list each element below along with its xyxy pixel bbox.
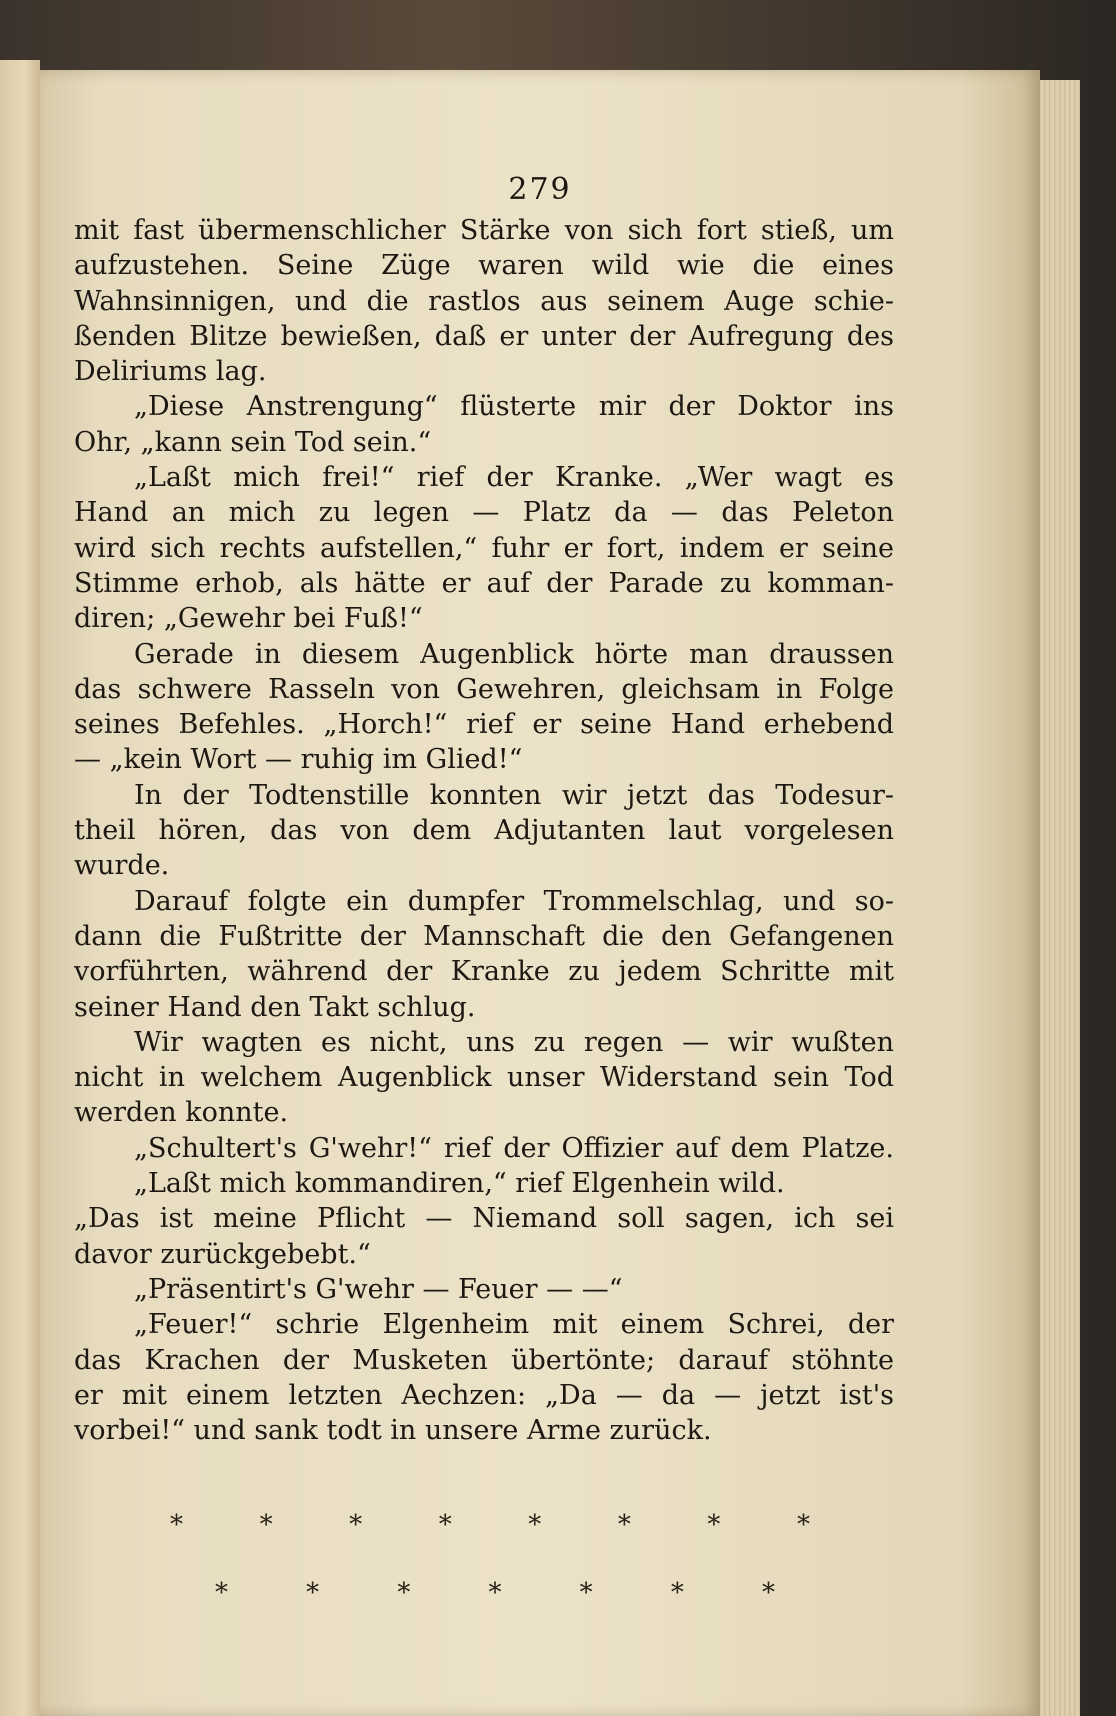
text-line: davor zurückgebebt.“ (74, 1238, 371, 1270)
text-line: Stimme erhob, als hätte er auf der Parade zu komman- (74, 567, 894, 599)
text-line: vorbei!“ und sank todt in unsere Arme zurück. (74, 1415, 712, 1447)
text-line: „Feuer!“ schrie Elgenheim mit einem Schrei, der (134, 1309, 894, 1341)
page-stack-edge (1040, 80, 1080, 1716)
body-text (74, 213, 894, 1448)
text-line: Wahnsinnigen, und die rastlos aus seinem Auge schie- (74, 285, 894, 317)
page-number: 279 (508, 172, 572, 207)
text-line: wird sich rechts aufstellen,“ fuhr er fort, indem er seine (74, 532, 894, 564)
text-line: „Präsentirt's G'wehr — Feuer — —“ (134, 1273, 623, 1305)
section-divider-stars (170, 1510, 810, 1540)
text-line: das schwere Rasseln von Gewehren, gleichsam in Folge (74, 673, 894, 705)
text-line: „Laßt mich kommandiren,“ rief Elgenhein wild. (134, 1168, 785, 1200)
text-line: wurde. (74, 850, 170, 882)
book-page (40, 70, 1040, 1716)
text-line: aufzustehen. Seine Züge waren wild wie die eines (74, 250, 894, 282)
text-line: seines Befehles. „Horch!“ rief er seine Hand erhebend (74, 709, 894, 741)
text-line: nicht in welchem Augenblick unser Widerstand sein Tod (74, 1062, 894, 1094)
asterisk-row: * * * * * * * (215, 1578, 775, 1608)
text-line: mit fast übermenschlicher Stärke von sich fort stieß, um (74, 215, 894, 246)
section-divider-stars (215, 1578, 775, 1608)
text-line: werden konnte. (74, 1097, 289, 1129)
facing-page-edge (0, 60, 40, 1716)
text-line: Darauf folgte ein dumpfer Trommelschlag, und so- (134, 885, 894, 917)
text-line: dann die Fußtritte der Mannschaft die den Gefangenen (74, 920, 894, 952)
text-line: diren; „Gewehr bei Fuß!“ (74, 603, 423, 635)
asterisk-row: * * * * * * * * (170, 1510, 810, 1540)
text-line: „Schultert's G'wehr!“ rief der Offizier auf dem Platze. (134, 1132, 894, 1164)
text-line: das Krachen der Musketen übertönte; darauf stöhnte (74, 1344, 894, 1376)
text-line: Hand an mich zu legen — Platz da — das Peleton (74, 497, 894, 529)
text-line: vorführten, während der Kranke zu jedem Schritte mit (74, 956, 894, 988)
text-line: „Diese Anstrengung“ flüsterte mir der Doktor ins (134, 391, 894, 423)
text-line: „Das ist meine Pflicht — Niemand soll sagen, ich sei (74, 1203, 894, 1235)
text-line: er mit einem letzten Aechzen: „Da — da — jetzt ist's (74, 1379, 894, 1411)
text-line: Deliriums lag. (74, 356, 267, 388)
text-line: — „kein Wort — ruhig im Glied!“ (74, 744, 523, 776)
text-line: „Laßt mich frei!“ rief der Kranke. „Wer wagt es (134, 462, 894, 494)
text-line: Wir wagten es nicht, uns zu regen — wir wußten (134, 1026, 894, 1058)
text-line: Ohr, „kann sein Tod sein.“ (74, 426, 432, 458)
text-line: Gerade in diesem Augenblick hörte man draussen (134, 638, 894, 670)
text-line: ßenden Blitze bewießen, daß er unter der Aufregung des (74, 320, 894, 352)
text-line: In der Todtenstille konnten wir jetzt das Todesur- (134, 779, 894, 811)
text-line: seiner Hand den Takt schlug. (74, 991, 476, 1023)
text-line: theil hören, das von dem Adjutanten laut vorgelesen (74, 815, 894, 847)
